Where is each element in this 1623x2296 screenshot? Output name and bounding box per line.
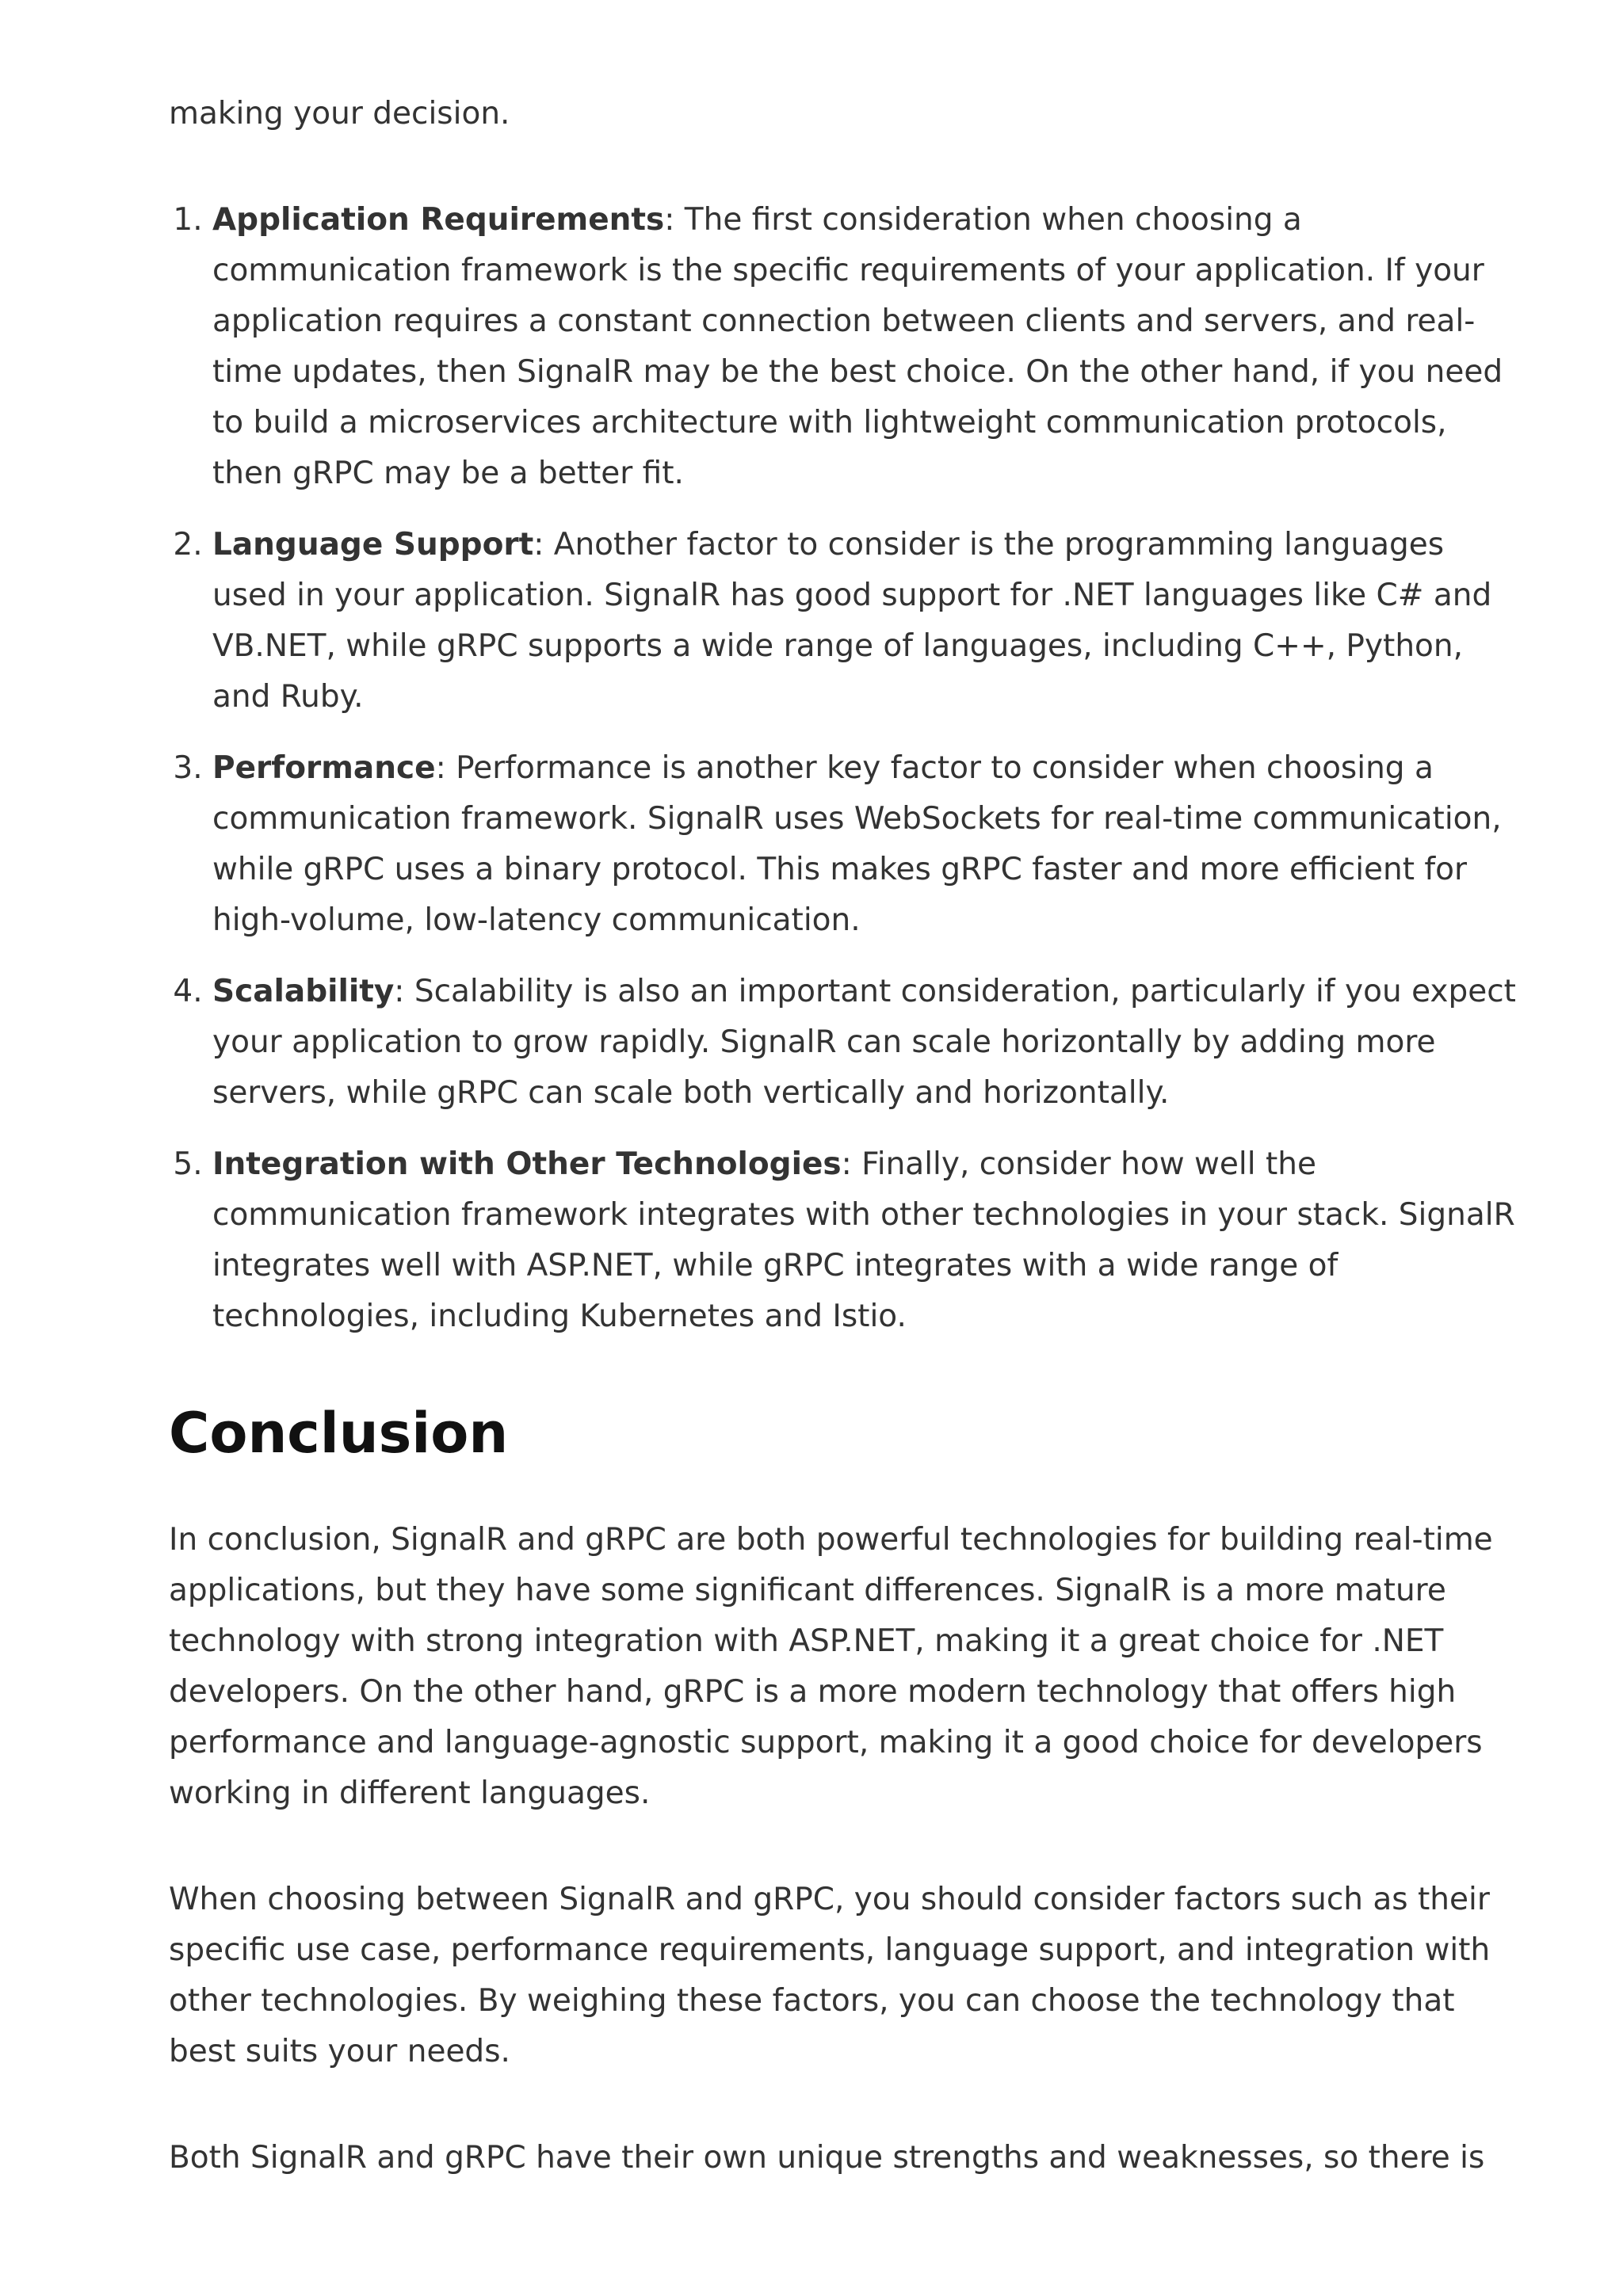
list-item-text: : Finally, consider how well the communication framework integrates with other technologies in your stack. SignalR integrates well with ASP.NET, while gRPC integrates with a wide range of technologies, including Kubernetes and Istio.	[212, 1146, 1515, 1334]
list-item-title: Performance	[212, 750, 436, 786]
list-item	[212, 967, 1516, 1119]
list-item	[212, 520, 1516, 723]
list-item-title: Integration with Other Technologies	[212, 1146, 842, 1182]
conclusion-paragraph: When choosing between SignalR and gRPC, you should consider factors such as their specific use case, performance requirements, language support, and integration with other technologies. By weighing these factors, you can choose the technology that best suits your needs.	[169, 1882, 1491, 2069]
article-body	[169, 89, 1516, 2183]
list-item-text: : Another factor to consider is the programming languages used in your application. SignalR has good support for .NET languages like C# and VB.NET, while gRPC supports a wide range of languages, including C++, Python, and Ruby.	[212, 527, 1492, 715]
intro-tail-paragraph: making your decision.	[169, 96, 510, 132]
list-item-text: : Scalability is also an important consideration, particularly if you expect your application to grow rapidly. SignalR can scale horizontally by adding more servers, while gRPC can scale both vertically and horizontally.	[212, 974, 1516, 1111]
list-item-title: Language Support	[212, 527, 534, 563]
factors-list	[169, 195, 1516, 1342]
conclusion-heading: Conclusion	[169, 1401, 509, 1466]
conclusion-paragraph: In conclusion, SignalR and gRPC are both powerful technologies for building real-time applications, but they have some significant differences. SignalR is a more mature technology with strong integration with ASP.NET, making it a great choice for .NET developers. On the other hand, gRPC is a more modern technology that offers high performance and language-agnostic support, making it a good choice for developers working in different languages.	[169, 1522, 1493, 1811]
list-item-text: : The first consideration when choosing a communication framework is the specific requirements of your application. If your application requires a constant connection between clients and servers, and real-time updates, then SignalR may be the best choice. On the other hand, if you need to build a microservices architecture with lightweight communication protocols, then gRPC may be a better fit.	[212, 202, 1503, 491]
conclusion-paragraph: Both SignalR and gRPC have their own unique strengths and weaknesses, so there is	[169, 2140, 1485, 2176]
list-item-title: Application Requirements	[212, 202, 665, 238]
list-item	[212, 743, 1516, 946]
list-item-text: : Performance is another key factor to consider when choosing a communication framework. SignalR uses WebSockets for real-time communication, while gRPC uses a binary protocol. This makes gRPC faster and more efficient for high-volume, low-latency communication.	[212, 750, 1502, 938]
list-item	[212, 1139, 1516, 1342]
list-item	[212, 195, 1516, 499]
list-item-title: Scalability	[212, 974, 395, 1009]
